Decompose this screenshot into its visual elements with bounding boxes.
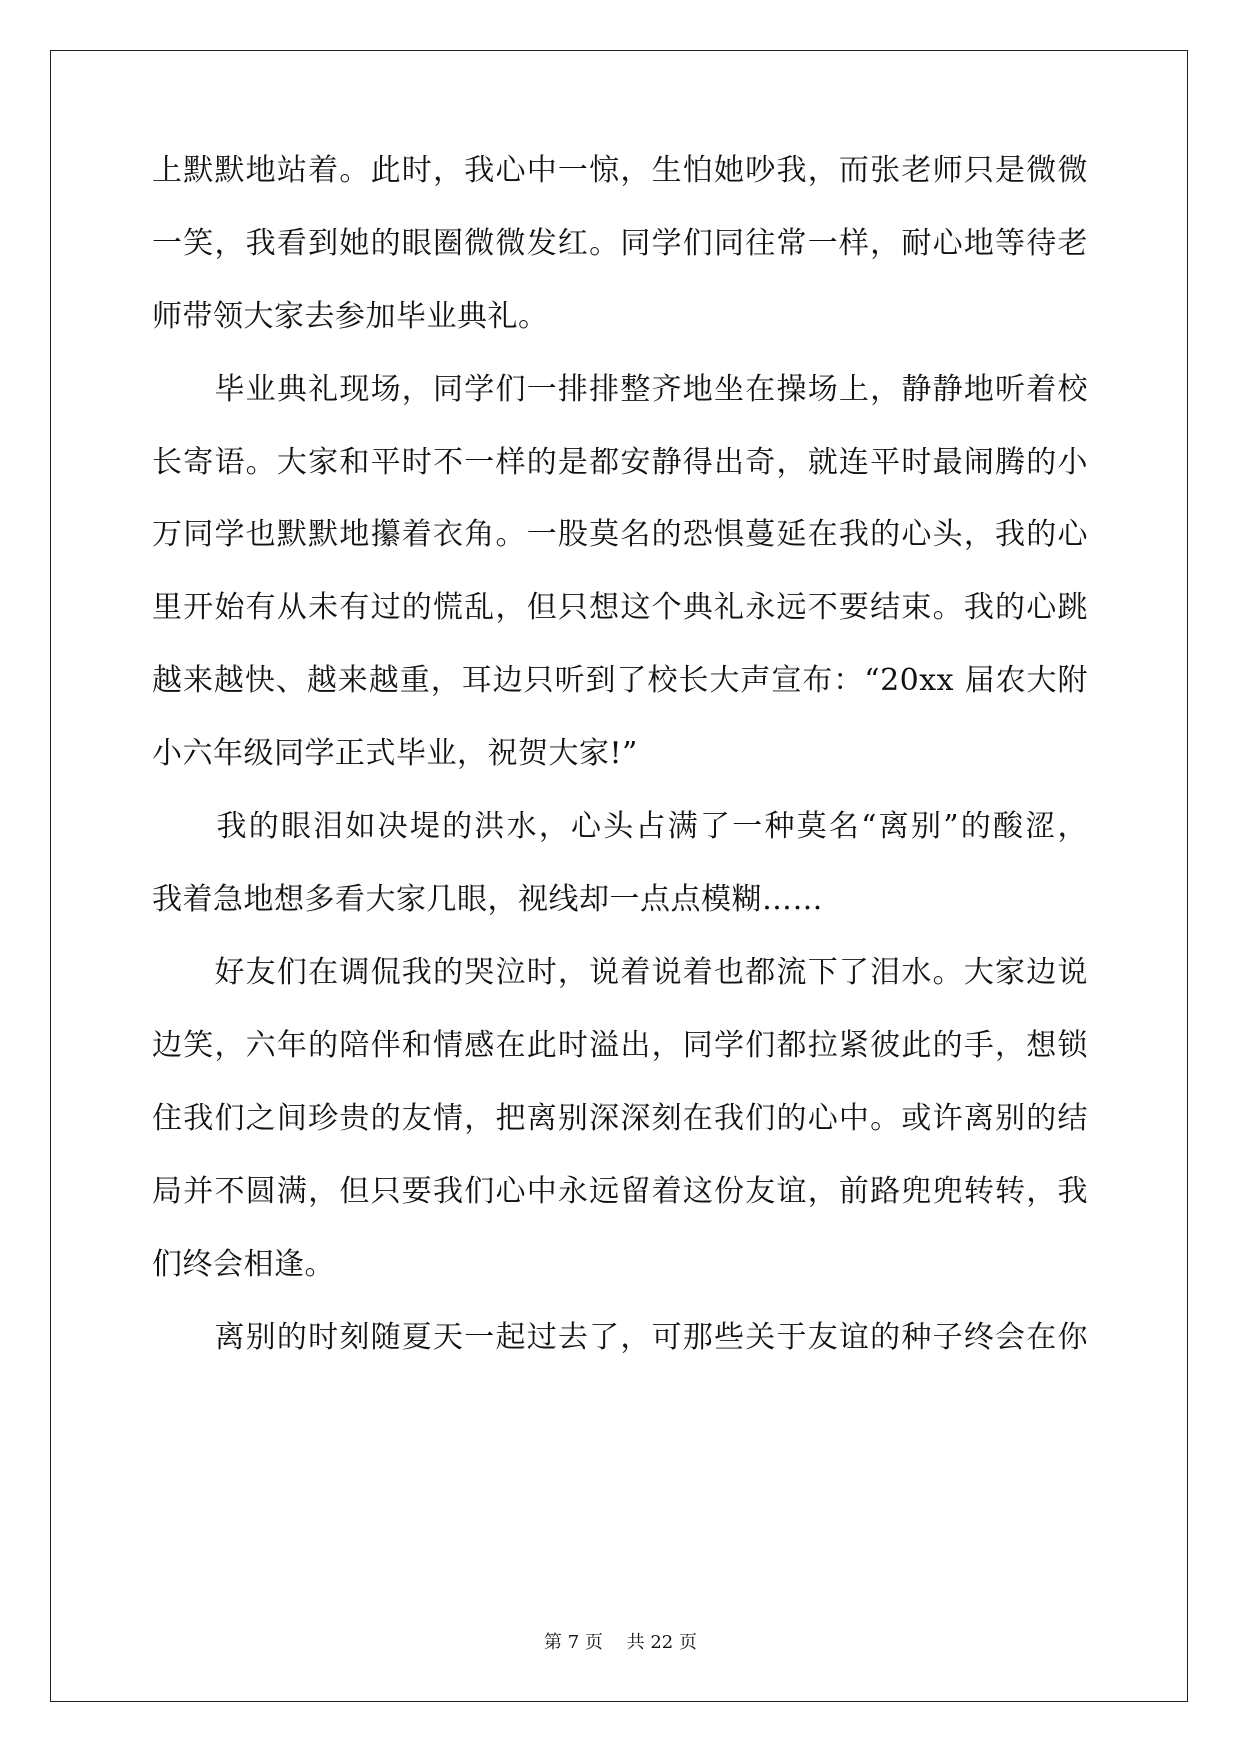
text-line: 我着急地想多看大家几眼，视线却一点点模糊…… <box>152 882 823 917</box>
text-line: 住我们之间珍贵的友情，把离别深深刻在我们的心中。或许离别的结 <box>152 1101 1088 1136</box>
text-line: 师带领大家去参加毕业典礼。 <box>152 299 549 334</box>
text-line: 一笑，我看到她的眼圈微微发红。同学们同往常一样，耐心地等待老 <box>152 226 1088 261</box>
text-line: 越来越快、越来越重，耳边只听到了校长大声宣布：“20xx 届农大附 <box>152 663 1088 698</box>
text-line: 好友们在调侃我的哭泣时，说着说着也都流下了泪水。大家边说 <box>152 955 1088 990</box>
text-line: 小六年级同学正式毕业，祝贺大家!” <box>152 736 638 771</box>
text-line: 边笑，六年的陪伴和情感在此时溢出，同学们都拉紧彼此的手，想锁 <box>152 1028 1088 1063</box>
text-line: 局并不圆满，但只要我们心中永远留着这份友谊，前路兜兜转转，我 <box>152 1174 1088 1209</box>
text-line: 毕业典礼现场，同学们一排排整齐地坐在操场上，静静地听着校 <box>152 372 1088 407</box>
text-line: 我的眼泪如决堤的洪水，心头占满了一种莫名“离别”的酸涩， <box>152 809 1088 844</box>
text-line: 长寄语。大家和平时不一样的是都安静得出奇，就连平时最闹腾的小 <box>152 445 1088 480</box>
page-number-footer: 第 7 页 共 22 页 <box>544 1632 697 1653</box>
text-line: 上默默地站着。此时，我心中一惊，生怕她吵我，而张老师只是微微 <box>152 153 1088 188</box>
text-line: 里开始有从未有过的慌乱，但只想这个典礼永远不要结束。我的心跳 <box>152 590 1088 625</box>
text-line: 万同学也默默地攥着衣角。一股莫名的恐惧蔓延在我的心头，我的心 <box>152 517 1088 552</box>
text-line: 离别的时刻随夏天一起过去了，可那些关于友谊的种子终会在你 <box>152 1320 1088 1355</box>
page-border <box>50 50 1188 1702</box>
text-line: 们终会相逢。 <box>152 1247 335 1282</box>
